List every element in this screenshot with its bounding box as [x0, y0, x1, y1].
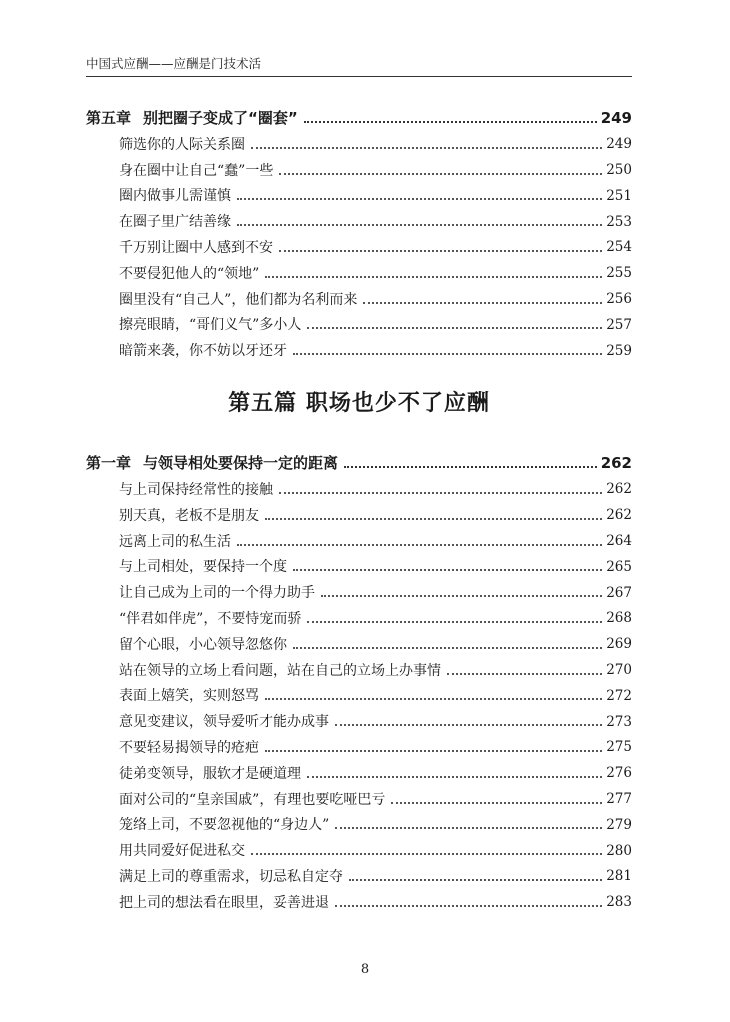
toc-entry[interactable] — [86, 703, 632, 729]
dot-leader — [237, 543, 602, 546]
entry-title: 在圈子里广结善缘 — [119, 214, 231, 231]
toc-entry[interactable] — [86, 574, 632, 600]
entry-title: 徒弟变领导，服软才是硬道理 — [119, 765, 301, 782]
toc-entry[interactable] — [86, 471, 632, 497]
entry-page: 253 — [606, 213, 632, 230]
entry-title: 身在圈中让自己“蠢”一些 — [119, 162, 274, 179]
dot-leader — [335, 904, 602, 907]
entry-title: 满足上司的尊重需求，切忌私自定夺 — [119, 868, 343, 885]
toc-entry[interactable] — [86, 523, 632, 549]
dot-leader — [335, 826, 602, 829]
toc-entry[interactable] — [86, 281, 632, 307]
dot-leader — [293, 646, 602, 649]
chapter-title: 与领导相处要保持一定的距离 — [143, 454, 339, 473]
running-header: 中国式应酬——应酬是门技术活 — [86, 56, 262, 71]
entry-title: 留个心眼，小心领导忽悠你 — [119, 636, 287, 653]
toc-entry[interactable] — [86, 203, 632, 229]
entry-title: 千万别让圈中人感到不安 — [119, 239, 273, 256]
entry-title: 远离上司的私生活 — [119, 533, 231, 550]
toc-entry[interactable] — [86, 497, 632, 523]
toc-entry[interactable] — [86, 884, 632, 910]
entry-title: 意见变建议，领导爱听才能办成事 — [119, 714, 329, 731]
entry-title: 表面上嬉笑，实则怒骂 — [119, 688, 259, 705]
entry-title: 不要侵犯他人的“领地” — [119, 265, 260, 282]
dot-leader — [304, 120, 597, 123]
entry-title: 把上司的想法看在眼里，妥善进退 — [119, 894, 329, 911]
entry-title: 圈内做事儿需谨慎 — [119, 188, 231, 205]
entry-title: 圈里没有“自己人”，他们都为名利而来 — [119, 291, 358, 308]
dot-leader — [265, 275, 602, 278]
part-heading: 第五篇 职场也少不了应酬 — [228, 389, 490, 416]
entry-title: 别天真，老板不是朋友 — [119, 507, 259, 524]
toc-entry[interactable] — [86, 832, 632, 858]
toc-entry[interactable] — [86, 755, 632, 781]
entry-page: 262 — [606, 507, 632, 524]
toc-entry[interactable] — [86, 781, 632, 807]
entry-page: 265 — [606, 558, 632, 575]
toc-entry[interactable] — [86, 178, 632, 204]
dot-leader — [293, 568, 602, 571]
chapter-page: 249 — [600, 109, 632, 127]
dot-leader — [279, 491, 602, 494]
dot-leader — [307, 326, 602, 329]
dot-leader — [251, 146, 602, 149]
dot-leader — [251, 852, 602, 855]
dot-leader — [349, 878, 602, 881]
entry-page: 254 — [606, 239, 632, 256]
dot-leader — [391, 801, 602, 804]
entry-page: 259 — [606, 342, 632, 359]
dot-leader — [321, 594, 602, 597]
entry-page: 257 — [606, 316, 632, 333]
entry-title: 暗箭来袭，你不妨以牙还牙 — [119, 343, 287, 360]
entry-page: 251 — [606, 187, 632, 204]
entry-page: 264 — [606, 533, 632, 550]
dot-leader — [279, 249, 602, 252]
entry-page: 269 — [606, 636, 632, 653]
chapter-number: 第一章 — [86, 454, 132, 473]
header-rule — [86, 76, 632, 77]
entry-page: 267 — [606, 584, 632, 601]
entry-page: 256 — [606, 291, 632, 308]
entry-title: 用共同爱好促进私交 — [119, 843, 245, 860]
entry-title: 筛选你的人际关系圈 — [119, 136, 245, 153]
dot-leader — [265, 517, 602, 520]
entry-page: 268 — [606, 610, 632, 627]
table-of-contents — [86, 99, 632, 910]
chapter-number: 第五章 — [86, 109, 132, 127]
toc-chapter-row[interactable] — [86, 99, 632, 126]
dot-leader — [344, 465, 597, 468]
entry-title: 擦亮眼睛，“哥们义气”多小人 — [119, 317, 302, 334]
toc-entry[interactable] — [86, 255, 632, 281]
toc-entry[interactable] — [86, 807, 632, 833]
entry-page: 250 — [606, 162, 632, 179]
chapter-page: 262 — [600, 454, 632, 473]
page-number: 8 — [360, 962, 370, 977]
entry-title: 面对公司的“皇亲国戚”，有理也要吃哑巴亏 — [119, 791, 386, 808]
toc-entry[interactable] — [86, 729, 632, 755]
entry-page: 275 — [606, 739, 632, 756]
entry-page: 277 — [606, 791, 632, 808]
entry-page: 272 — [606, 687, 632, 704]
dot-leader — [307, 775, 602, 778]
entry-title: 与上司保持经常性的接触 — [119, 481, 273, 498]
toc-entry[interactable] — [86, 652, 632, 678]
dot-leader — [237, 197, 602, 200]
entry-page: 262 — [606, 481, 632, 498]
entry-page: 273 — [606, 713, 632, 730]
toc-entry[interactable] — [86, 332, 632, 358]
toc-entry[interactable] — [86, 229, 632, 255]
entry-title: 站在领导的立场上看问题，站在自己的立场上办事情 — [119, 662, 441, 679]
entry-page: 283 — [606, 894, 632, 911]
entry-title: 让自己成为上司的一个得力助手 — [119, 585, 315, 602]
dot-leader — [265, 697, 602, 700]
entry-title: 不要轻易揭领导的疮疤 — [119, 739, 259, 756]
entry-page: 276 — [606, 765, 632, 782]
toc-chapter-row[interactable] — [86, 444, 632, 471]
dot-leader — [447, 672, 602, 675]
entry-page: 255 — [606, 265, 632, 282]
chapter-title: 别把圈子变成了“圈套” — [143, 109, 298, 127]
dot-leader — [237, 223, 602, 226]
toc-entry[interactable] — [86, 678, 632, 704]
entry-page: 279 — [606, 816, 632, 833]
dot-leader — [293, 352, 602, 355]
entry-page: 281 — [606, 868, 632, 885]
entry-title: 与上司相处，要保持一个度 — [119, 559, 287, 576]
toc-entry[interactable] — [86, 126, 632, 152]
toc-entry[interactable] — [86, 307, 632, 333]
entry-page: 270 — [606, 662, 632, 679]
toc-entry[interactable] — [86, 600, 632, 626]
toc-entry[interactable] — [86, 626, 632, 652]
entry-title: 笼络上司，不要忽视他的“身边人” — [119, 817, 330, 834]
entry-page: 249 — [606, 136, 632, 153]
toc-entry[interactable] — [86, 549, 632, 575]
entry-title: “伴君如伴虎”，不要恃宠而骄 — [119, 610, 302, 627]
dot-leader — [307, 620, 602, 623]
entry-page: 280 — [606, 842, 632, 859]
dot-leader — [335, 723, 602, 726]
dot-leader — [279, 172, 602, 175]
toc-entry[interactable] — [86, 152, 632, 178]
dot-leader — [363, 301, 602, 304]
toc-entry[interactable] — [86, 858, 632, 884]
dot-leader — [265, 749, 602, 752]
